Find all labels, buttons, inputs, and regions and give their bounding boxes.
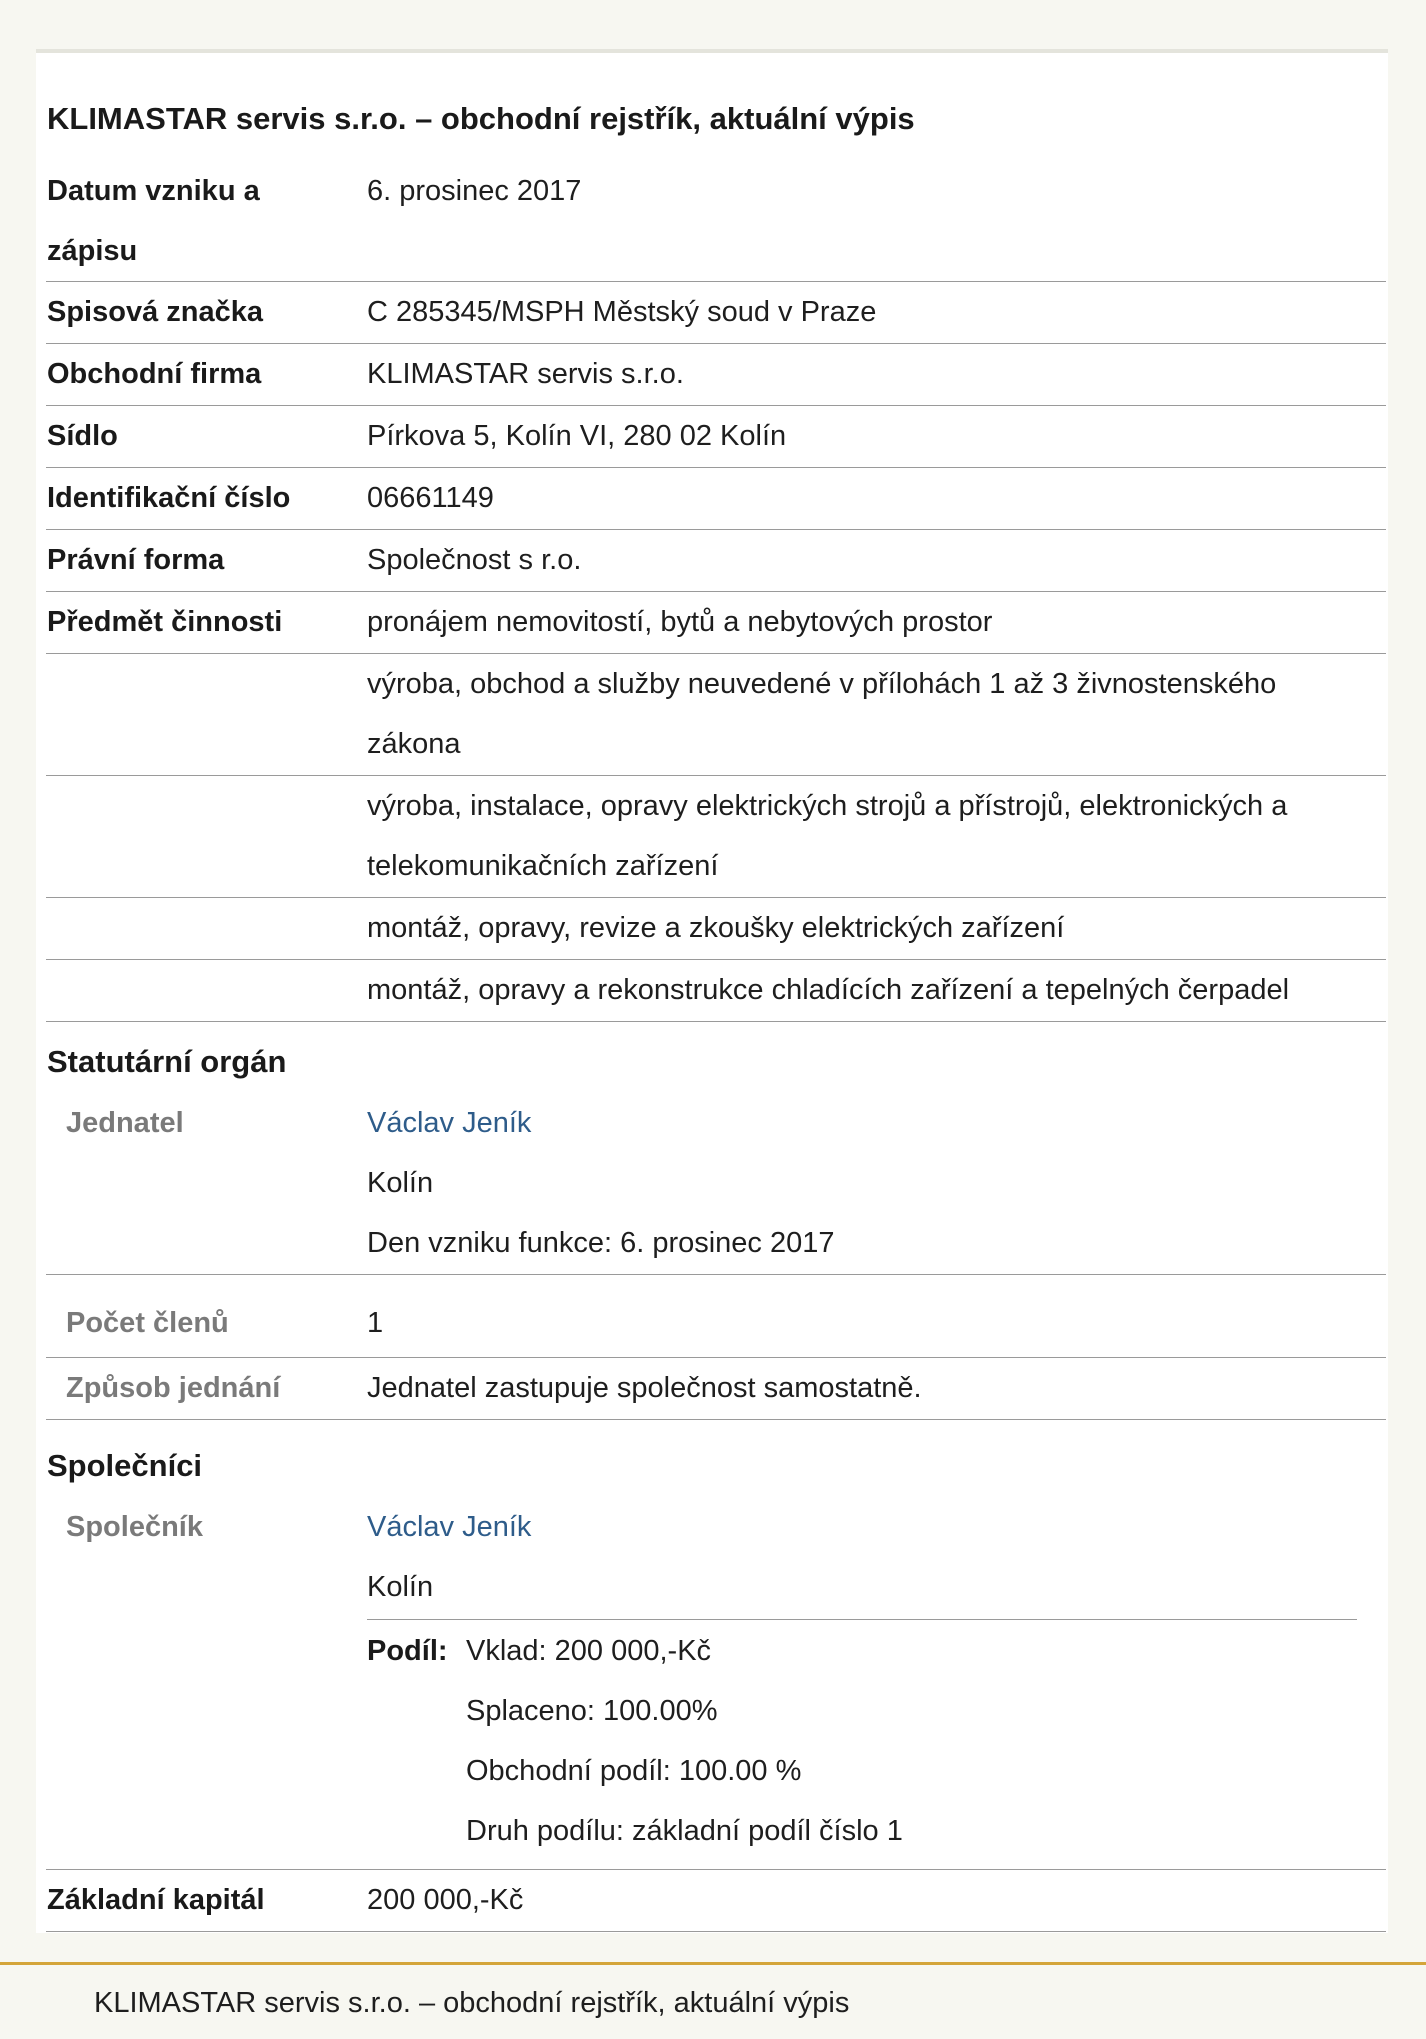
row-zpusob-jednani bbox=[46, 1358, 1386, 1420]
field-label: Společník bbox=[66, 1511, 203, 1543]
share-percentage: Obchodní podíl: 100.00 % bbox=[466, 1755, 802, 1787]
row-sidlo bbox=[46, 406, 1386, 468]
row-ico bbox=[46, 468, 1386, 530]
field-value bbox=[367, 898, 1377, 958]
share-deposit: Vklad: 200 000,-Kč bbox=[466, 1635, 712, 1667]
field-label: Obchodní firma bbox=[47, 358, 262, 390]
field-value bbox=[367, 960, 1377, 1020]
field-label: Identifikační číslo bbox=[47, 482, 291, 514]
field-value: 1 bbox=[367, 1307, 384, 1339]
row-jednatel bbox=[46, 1093, 1386, 1275]
field-value bbox=[367, 1497, 1377, 1617]
row-datum-vzniku bbox=[46, 161, 1386, 282]
share-details bbox=[466, 1621, 903, 1861]
row-pocet-clenu bbox=[46, 1289, 1386, 1358]
footer bbox=[0, 1962, 1426, 2039]
field-value bbox=[367, 592, 1377, 652]
activity-line: montáž, opravy a rekonstrukce chladících zařízení a tepelných čerpadel bbox=[367, 974, 1290, 1006]
section-heading-statutarni-organ: Statutární orgán bbox=[47, 1044, 287, 1079]
field-value: KLIMASTAR servis s.r.o. bbox=[367, 358, 684, 390]
row-predmet-cinnosti-2 bbox=[46, 654, 1386, 776]
row-predmet-cinnosti-4 bbox=[46, 898, 1386, 960]
field-value: 6. prosinec 2017 bbox=[367, 175, 582, 207]
footer-text: KLIMASTAR servis s.r.o. – obchodní rejstřík, aktuální výpis bbox=[94, 1987, 850, 2019]
field-label: Sídlo bbox=[47, 420, 118, 452]
field-value: C 285345/MSPH Městský soud v Praze bbox=[367, 296, 877, 328]
activity-line: výroba, instalace, opravy elektrických strojů a přístrojů, elektronických a bbox=[367, 790, 1288, 822]
field-value: Jednatel zastupuje společnost samostatně. bbox=[367, 1372, 922, 1404]
field-label: Základní kapitál bbox=[47, 1884, 265, 1916]
activity-line: telekomunikačních zařízení bbox=[367, 850, 719, 882]
field-label: Způsob jednání bbox=[66, 1372, 281, 1404]
row-spolecnik bbox=[46, 1497, 1386, 1870]
activity-line: pronájem nemovitostí, bytů a nebytových prostor bbox=[367, 606, 993, 638]
field-value: Pírkova 5, Kolín VI, 280 02 Kolín bbox=[367, 420, 787, 452]
field-value: 200 000,-Kč bbox=[367, 1884, 524, 1916]
row-obchodni-firma bbox=[46, 344, 1386, 406]
row-spisova-znacka bbox=[46, 282, 1386, 344]
share-paid: Splaceno: 100.00% bbox=[466, 1695, 718, 1727]
row-predmet-cinnosti-5 bbox=[46, 960, 1386, 1022]
row-predmet-cinnosti-1 bbox=[46, 592, 1386, 654]
field-label: Jednatel bbox=[66, 1107, 184, 1139]
row-pravni-forma bbox=[46, 530, 1386, 592]
share-divider bbox=[367, 1619, 1357, 1620]
person-city: Kolín bbox=[367, 1167, 434, 1199]
row-zakladni-kapital bbox=[46, 1870, 1386, 1932]
field-value: 06661149 bbox=[367, 482, 494, 514]
field-label: Předmět činnosti bbox=[47, 606, 283, 638]
registry-card bbox=[36, 49, 1388, 1933]
field-label: Spisová značka bbox=[47, 296, 263, 328]
activity-line: zákona bbox=[367, 728, 461, 760]
activity-line: montáž, opravy, revize a zkoušky elektrických zařízení bbox=[367, 912, 1065, 944]
row-predmet-cinnosti-3 bbox=[46, 776, 1386, 898]
field-label: Datum vzniku a zápisu bbox=[47, 175, 260, 267]
field-value bbox=[367, 654, 1377, 774]
section-heading-spolecnici: Společníci bbox=[47, 1448, 203, 1483]
share-label: Podíl: bbox=[367, 1635, 448, 1667]
page-title: KLIMASTAR servis s.r.o. – obchodní rejstřík, aktuální výpis bbox=[47, 101, 915, 136]
person-city: Kolín bbox=[367, 1571, 434, 1603]
field-value bbox=[367, 1093, 1377, 1273]
field-label: Právní forma bbox=[47, 544, 225, 576]
function-start: Den vzniku funkce: 6. prosinec 2017 bbox=[367, 1227, 835, 1259]
share-type: Druh podílu: základní podíl číslo 1 bbox=[466, 1815, 903, 1847]
person-link[interactable]: Václav Jeník bbox=[367, 1511, 532, 1543]
field-value bbox=[367, 776, 1377, 896]
field-value: Společnost s r.o. bbox=[367, 544, 582, 576]
activity-line: výroba, obchod a služby neuvedené v přílohách 1 až 3 živnostenského bbox=[367, 668, 1277, 700]
person-link[interactable]: Václav Jeník bbox=[367, 1107, 532, 1139]
field-label: Počet členů bbox=[66, 1307, 229, 1339]
